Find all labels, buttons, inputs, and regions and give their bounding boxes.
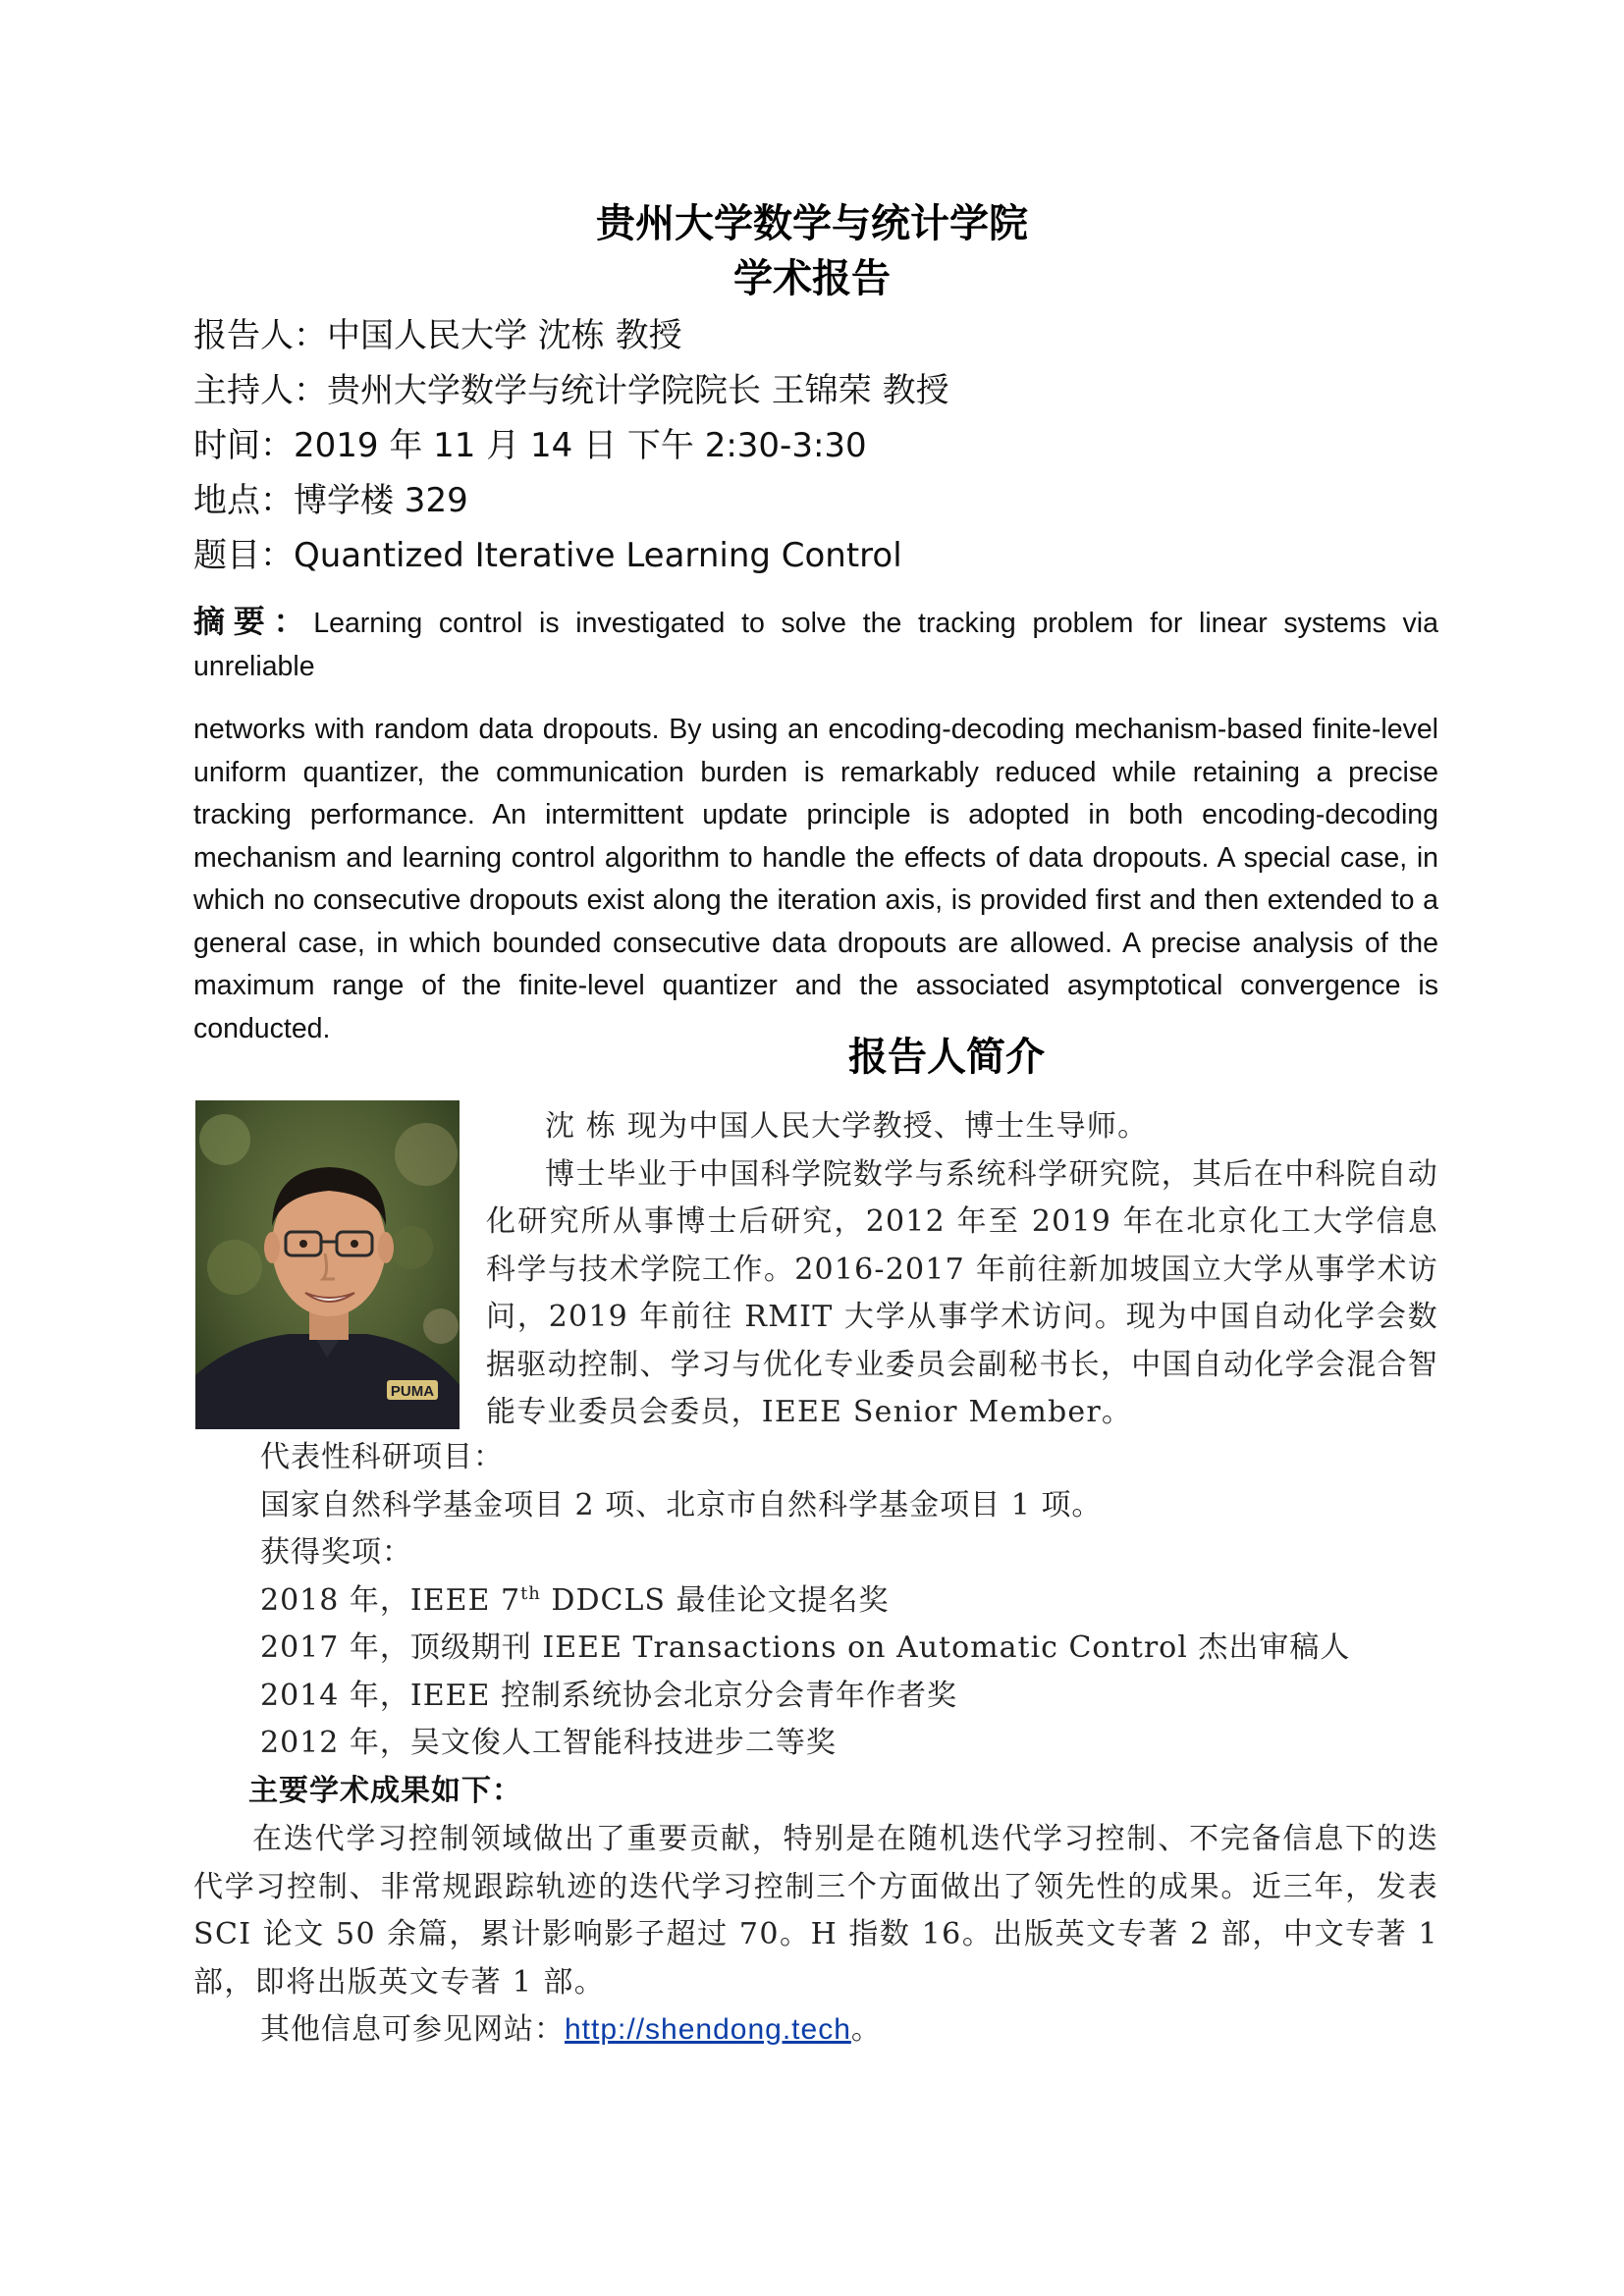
award-item: 2014 年，IEEE 控制系统协会北京分会青年作者奖 (260, 1678, 957, 1713)
award-1-text: 2018 年，IEEE 7 (260, 1582, 521, 1618)
abstract-label: 摘要： (193, 603, 314, 640)
website-line (260, 2006, 882, 2055)
time-line: 时间：2019 年 11 月 14 日 下午 2:30-3:30 (193, 426, 867, 465)
school-title: 贵州大学数学与统计学院 (596, 201, 1028, 246)
projects-text: 国家自然科学基金项目 2 项、北京市自然科学基金项目 1 项。 (260, 1487, 1103, 1522)
award-item (260, 1577, 1350, 1626)
speaker-photo (195, 1100, 460, 1429)
achievements-paragraph: 在迭代学习控制领域做出了重要贡献，特别是在随机迭代学习控制、不完备信息下的迭代学习控制、非常规跟踪轨迹的迭代学习控制三个方面做出了领先性的成果。近三年，发表 SCI 论文 50 余篇，累计影响影子超过 70。H 指数 16。出版英文专著 2 部，中文专著 1 部，即将出版英文专著 1 部。 (193, 1822, 1438, 2000)
website-link[interactable]: http://shendong.tech (565, 2013, 851, 2046)
topic-line: 题目：Quantized Iterative Learning Control (193, 536, 902, 575)
awards-label: 获得奖项： (260, 1535, 412, 1570)
speaker-portrait-icon (195, 1100, 460, 1429)
website-suffix: 。 (850, 2012, 882, 2047)
award-item: 2012 年，吴文俊人工智能科技进步二等奖 (260, 1726, 837, 1760)
abstract (193, 601, 1438, 1050)
award-1-suffix: DDCLS 最佳论文提名奖 (540, 1582, 890, 1618)
bio-paragraph-2: 博士毕业于中国科学院数学与系统科学研究院，其后在中科院自动化研究所从事博士后研究，2012 年至 2019 年在北京化工大学信息科学与技术学院工作。2016-2017 年前往新加坡国立大学从事学术访问，2019 年前往 RMIT 大学从事学术访问。现为中国自动化学会数据驱动控制、学习与优化专业委员会副秘书长，中国自动化学会混合智能专业委员会委员，IEEE Senior Member。 (486, 1156, 1438, 1429)
speaker-line: 报告人：中国人民大学 沈栋 教授 (193, 316, 682, 355)
abstract-first-line: Learning control is investigated to solve the tracking problem for linear systems via unreliable (193, 608, 1438, 682)
achievements-label: 主要学术成果如下： (248, 1773, 522, 1808)
shirt-logo-text: PUMA (390, 1383, 435, 1400)
achievements-text (193, 1816, 1438, 2006)
website-prefix: 其他信息可参见网站： (260, 2012, 565, 2047)
projects-label: 代表性科研项目： (260, 1440, 504, 1474)
place-line: 地点：博学楼 329 (193, 481, 468, 520)
bio-section-title-text: 报告人简介 (848, 1035, 1045, 1080)
award-item: 2017 年，顶级期刊 IEEE Transactions on Automatic Control 杰出审稿人 (260, 1630, 1351, 1665)
projects-awards-list (248, 1434, 1351, 1815)
abstract-text: networks with random data dropouts. By using an encoding-decoding mechanism-based finite-level uniform quantizer, the communication burden is remarkably reduced while retaining a precise tracking performance. An intermittent update principle is adopted in both encoding-decoding mechanism and learning control algorithm to handle the effects of data dropouts. A special case, in which no consecutive dropouts exist along the iteration axis, is provided first and then extended to a general case, in which bounded consecutive data dropouts are allowed. A precise analysis of the maximum range of the finite-level quantizer and the associated asymptotical convergence is conducted. (193, 714, 1438, 1044)
award-1-superscript: th (520, 1582, 541, 1604)
bio-paragraph-1: 沈 栋 现为中国人民大学教授、博士生导师。 (545, 1109, 1149, 1144)
event-title: 学术报告 (733, 256, 891, 301)
host-line: 主持人：贵州大学数学与统计学院院长 王锦荣 教授 (193, 371, 949, 410)
bio-text (486, 1103, 1438, 1437)
